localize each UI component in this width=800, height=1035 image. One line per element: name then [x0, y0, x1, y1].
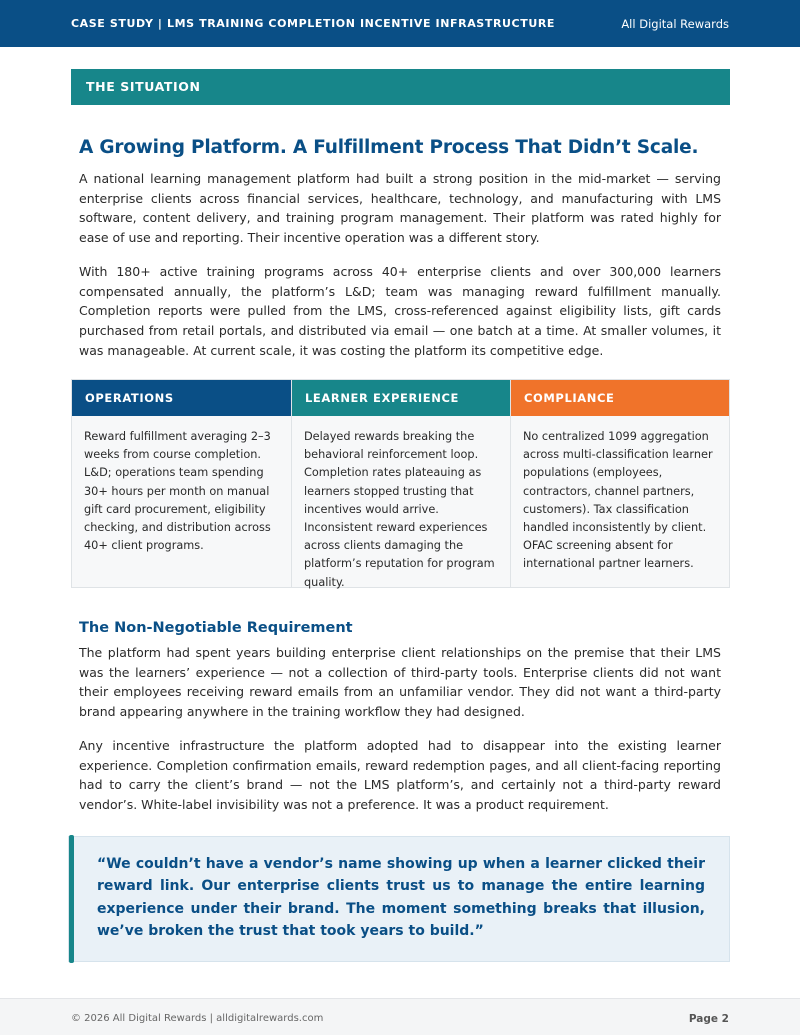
- page-footer: [0, 998, 800, 1035]
- operations-column: [72, 380, 291, 587]
- intro-paragraph: A national learning management platform had built a strong position in the mid-market — serving enterprise clients across financial services, healthcare, technology, and manufacturing with LMS software, content delivery, and training program management. Their platform was rated highly for ease of use and reporting. Their incentive operation was a different story.: [79, 171, 721, 246]
- page-heading: A Growing Platform. A Fulfillment Process That Didn’t Scale.: [79, 137, 699, 158]
- requirement-paragraph-2: Any incentive infrastructure the platform adopted had to disappear into the existing learner experience. Completion confirmation emails, reward redemption pages, and all client-facing reporting had to carry the client’s brand — not the LMS platform’s, and certainly not a third-party reward vendor’s. White-label invisibility was not a preference. It was a product requirement.: [79, 738, 721, 813]
- header-bar: [0, 0, 800, 47]
- scale-paragraph: With 180+ active training programs across 40+ enterprise clients and over 300,000 learners compensated annually, the platform’s L&D; team was managing reward fulfillment manually. Completion reports were pulled from the LMS, cross-referenced against eligibility lists, gift cards purchased from retail portals, and distributed via email — one batch at a time. At smaller volumes, it was manageable. At current scale, it was costing the platform its competitive edge.: [79, 264, 721, 358]
- header-title: CASE STUDY | LMS TRAINING COMPLETION INCENTIVE INFRASTRUCTURE: [71, 17, 556, 30]
- learner-experience-body: Delayed rewards breaking the behavioral reinforcement loop. Completion rates plateauing as learners stopped trusting that incentives would arrive. Inconsistent reward experiences across clients damaging the platform’s reputation for program quality.: [303, 430, 495, 589]
- compliance-header: [511, 380, 729, 416]
- learner-experience-title: LEARNER EXPERIENCE: [304, 391, 459, 405]
- compliance-column: [510, 380, 729, 587]
- section-label: THE SITUATION: [86, 79, 201, 94]
- quote-text: “We couldn’t have a vendor’s name showing up when a learner clicked their reward link. Our enterprise clients trust us to manage the entire learning experience under their brand. The moment something breaks that illusion, we’ve broken the trust that took years to build.”: [97, 856, 705, 939]
- operations-title: OPERATIONS: [85, 391, 174, 405]
- section-banner: [71, 69, 730, 105]
- compliance-body: No centralized 1099 aggregation across multi-classification learner populations (employees, contractors, channel partners, customers). Tax classification handled inconsistently by client. OFAC screening absent for international partner learners.: [522, 430, 713, 571]
- challenge-columns: [71, 379, 730, 588]
- header-brand: All Digital Rewards: [621, 17, 729, 31]
- quote-accent-bar: [69, 835, 74, 963]
- footer-copyright: © 2026 All Digital Rewards | alldigitalrewards.com: [71, 1013, 324, 1024]
- operations-body: Reward fulfillment averaging 2–3 weeks from course completion. L&D; operations team spending 30+ hours per month on manual gift card procurement, eligibility checking, and distribution across 40+ client programs.: [84, 430, 271, 553]
- page-number: Page 2: [688, 1013, 729, 1025]
- learner-experience-column: [291, 380, 510, 587]
- operations-header: [72, 380, 291, 416]
- learner-experience-header: [292, 380, 510, 416]
- requirement-paragraph-1: The platform had spent years building enterprise client relationships on the premise that their LMS was the learners’ experience — not a collection of third-party tools. Enterprise clients did not want their employees receiving reward emails from an unfamiliar vendor. They did not want a third-party brand appearing anywhere in the training workflow they had designed.: [79, 645, 721, 720]
- client-quote: [68, 836, 730, 962]
- requirement-heading: The Non-Negotiable Requirement: [79, 620, 353, 636]
- compliance-title: COMPLIANCE: [523, 391, 615, 405]
